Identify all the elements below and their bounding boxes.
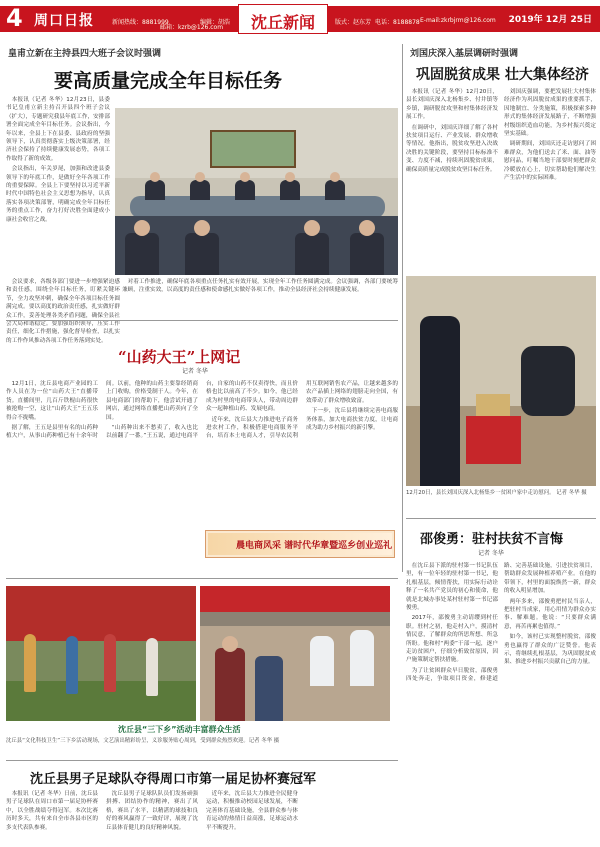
paper-logo: 周口日报 (34, 13, 94, 29)
article6-headline: 沈丘县男子足球队夺得周口市第一届足协杯赛冠军 (30, 772, 317, 787)
section-title: 沈丘新闻 (250, 13, 315, 32)
article6-para: 近年来，沈丘县大力推进全民健身运动，积极推动校园足球发展，不断完善体育基础设施，全县群众参与体育运动的热情日益高涨，足球运动水平不断提升。 (206, 791, 298, 831)
article4-para: 2017年，邵俊勇主动请缨到村任职。驻村之初，他走村入户，摸清村情民意，了解群众的所思所想、所急所盼。他和村“两委”干部一起，逐户走访贫困户，仔细分析致贫原因，因户施策制定帮扶措施。 (406, 615, 498, 664)
article3-kicker: 刘国庆深入基层调研时强调 (410, 49, 519, 59)
meta-hotline: 新闻热线：8881999 (112, 19, 169, 26)
article2-para: 据了解，王五是县里有名的山药种植大户，从事山药种植已有十余年时间。以前，他种的山药主要靠经销商上门收购，价格受制于人。今年，在县电商部门的帮助下，他尝试开通了网店，通过网络直播把山药卖向了全国。 (6, 381, 198, 440)
article3-para: 刘国庆强调，要把发展壮大村集体经济作为巩固脱贫成果的重要抓手，因地制宜、分类施策，积极探索多种形式的集体经济发展路子，不断增强村级组织造血功能，为乡村振兴奠定坚实基础。 (504, 89, 596, 138)
article4-body (406, 562, 596, 842)
wall-painting (210, 130, 296, 168)
free-clinic-photo (200, 586, 390, 721)
village-visit-photo (406, 276, 596, 486)
article2-para: 12月1日，沈丘县电商产业园的工作人员在为一位“山药大王”直播带货。直播间里，几百斤铁棍山药很快被抢购一空，这让“山药大王”王五乐得合不拢嘴。 (6, 381, 98, 421)
article1-para: 会议指出，年关岁尾，加强和改进县委领导下的年底工作，是做好全年各项工作的重要保障。全县上下要坚持以习近平新时代中国特色社会主义思想为指导，认真落实各项决策部署，明确完成全年目标任务的重点工作，奋力打好决胜全面建成小康社会收官之战。 (6, 166, 110, 223)
article1-kicker: 皇甫立新在主持县四大班子会议时强调 (8, 49, 162, 59)
event-caption-title: 沈丘县“三下乡”活动丰富群众生活 (118, 725, 241, 734)
article4-para: 如今，该村已实现整村脱贫，邵俊勇也赢得了群众的广泛赞誉。他表示，将继续扎根基层，为巩固脱贫成果、推进乡村振兴贡献自己的力量。 (504, 634, 596, 666)
article1-body-col1 (6, 96, 110, 276)
campaign-banner (205, 530, 395, 558)
banner-text: 晨电商风采 谱时代华章暨巡乡创业巡礼 (236, 541, 393, 551)
article1-para: 本报讯（记者 冬华）12月23日，县委书记皇甫立新主持召开县四个班子会议（扩大），专题研究我县年底工作，安排部署全面完成全年目标任务。会议指出，今年以来，全县上下在县委、县政府的坚强领导下，认真贯彻落实上级决策部署，经济社会保持了持续健康发展态势，各项工作取得了新的成效。 (6, 97, 110, 162)
article6-body (6, 790, 398, 844)
article1-para: 对着工作推进，确保年底各项重点任务扎实有效开展，实现全年工作任务圆满完成。会议强调，各部门要统筹兼顾，注重实效，以高度的责任感和使命感扎实做好各项工作，推动全县经济社会持续健康发展。 (122, 279, 398, 294)
opera-performance-photo (6, 586, 196, 721)
issue-date: 2019年 12月 25日 (508, 15, 592, 25)
article6-para: 本报讯（记者 冬华）日前，沈丘县男子足球队在周口市第一届足协杯赛中，以全胜战绩夺得冠军。本次比赛历时多天，共有来自全市各县市区的多支代表队参赛。 (6, 791, 98, 831)
village-photo-caption: 12月20日，县长刘国庆深入北杨集乡一贫困户家中走访慰问。 记者 冬华 摄 (406, 490, 587, 496)
article4-para: 为了让贫困群众早日脱贫，邵俊勇四处奔走，争取项目资金，修建道路、完善基础设施，引进扶贫项目，帮助群众发展种植养殖产业。在他的带领下，村里的面貌焕然一新，群众的收入明显增加。 (406, 563, 596, 683)
article3-headline: 巩固脱贫成果 壮大集体经济 (416, 67, 589, 83)
article4-author: 记者 冬华 (478, 550, 504, 557)
article2-body (6, 380, 398, 522)
article2-para: 近年来，沈丘县大力推进电子商务进农村工作，积极搭建电商服务平台，培育本土电商人才，引导农民利用互联网销售农产品，让越来越多的农产品插上网络的翅膀走向全国，有效带动了群众增收致富。 (206, 381, 398, 440)
article1-headline: 要高质量完成全年目标任务 (54, 70, 283, 92)
article6-para: 沈丘县男子足球队队员们发扬顽强拼搏、团结协作的精神，赛出了风格，赛出了水平，以精湛的球技和良好的赛风赢得了一致好评，展现了沈丘县体育健儿的良好精神风貌。 (106, 791, 198, 831)
event-photo-caption: 沈丘县“文化科技卫生”三下乡活动现场，文艺演出精彩纷呈，义诊服务贴心周到，受到群众热烈欢迎。记者 冬华 摄 (6, 738, 280, 744)
article2-headline: “山药大王”上网记 (118, 348, 241, 366)
masthead (0, 0, 600, 40)
article4-headline: 邵俊勇：驻村扶贫不言悔 (420, 532, 564, 547)
article4-para: 两年多来，邵俊勇把村民当亲人，把驻村当成家，用心用情为群众办实事、解难题。他说：“只要群众满意，再苦再累也值得。” (504, 598, 596, 630)
article1-body-col2 (122, 278, 398, 316)
article2-para: 下一步，沈丘县将继续完善电商服务体系，加大电商扶贫力度，让电商成为助力乡村振兴的新引擎。 (306, 408, 398, 432)
article2-para: “山药种出来不愁卖了，收入也比以前翻了一番。”王五说，通过电商平台，自家的山药不仅卖得快，而且价格也比以前高了不少。如今，他已经成为村里的电商带头人，带动周边群众一起种植山药、发展电商。 (106, 381, 298, 440)
meta-email: 邮箱：kzrb@126.com (160, 24, 224, 31)
article3-para: 本报讯（记者 冬华）12月20日，县长刘国庆深入北杨集乡、付井镇等乡镇，调研脱贫攻坚和村集体经济发展工作。 (406, 89, 498, 121)
meeting-photo (115, 108, 398, 275)
article2-author: 记者 冬华 (182, 368, 208, 375)
article1-para: 会议要求，各级各部门要进一步增强紧迫感和责任感，围绕全年目标任务，盯紧关键环节，全力攻坚冲刺，确保全年各项目标任务圆满完成。要以高度的政治责任感，扎实做好群众工作，妥善处理各类矛盾问题，确保全县社会大局和谐稳定。要加强组织领导，压实工作责任，细化工作措施，强化督导检查，以扎实的工作作风推动各项工作任务落到实处。 (6, 279, 120, 344)
meta-phone: 电话：8188878 (375, 19, 420, 26)
article4-para: 在沈丘县下派的驻村第一书记队伍里，有一位年轻的驻村第一书记，他扎根基层，倾情帮扶，用实际行动诠释了一名共产党员的初心和使命，他就是北城办事处某村驻村第一书记邵俊勇。 (406, 563, 498, 612)
article3-para: 在调研中，刘国庆详细了解了各村扶贫项目运行、产业发展、群众增收等情况。他指出，脱贫攻坚进入决战决胜的关键阶段，要坚持目标标准不变、力度不减，持续巩固脱贫成果，确保高质量完成脱贫攻坚目标任务。 (406, 124, 498, 173)
page-number: 4 (6, 4, 23, 32)
section-box (238, 4, 328, 34)
meta-layout: 版式：赵东芳 (335, 19, 372, 26)
article3-body (406, 88, 596, 272)
meta-editor: 编辑：胡浩 (200, 19, 231, 26)
article3-para: 调研期间，刘国庆还走访慰问了困难群众，为他们送去了米、面、油等慰问品，叮嘱当地干部要时刻把群众冷暖放在心上，切实帮助他们解决生产生活中的实际困难。 (504, 141, 596, 182)
article1-body-col1b (6, 278, 120, 344)
meta-email-2: E-mail:zkrbjrm@126.com (420, 17, 496, 24)
